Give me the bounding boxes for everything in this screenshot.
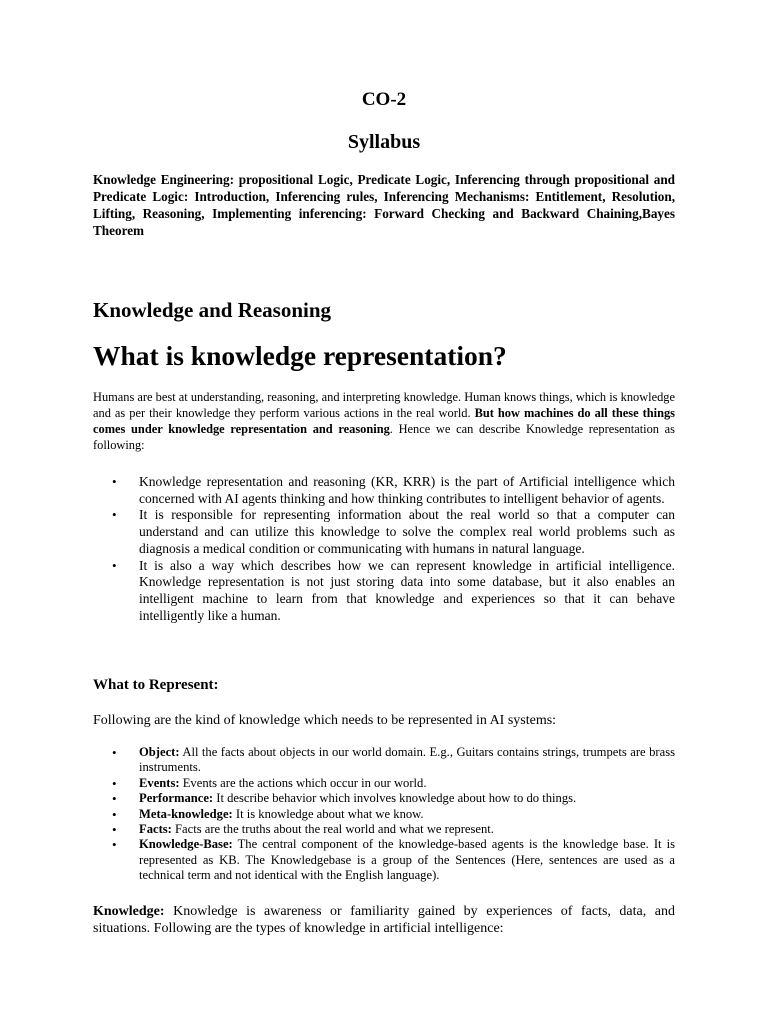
syllabus-title: Syllabus <box>347 131 421 153</box>
list-item-text: It is knowledge about what we know. <box>232 806 424 821</box>
list-item-text: Knowledge representation and reasoning (KR, KRR) is the part of Artificial intelligence which concerned with AI agents thinking and how thinking contributes to intelligent behavior of agents. <box>139 474 675 506</box>
kr-points-list <box>112 474 675 624</box>
list-item <box>112 806 675 822</box>
intro-paragraph <box>93 389 675 453</box>
intro-text-start: Humans are best at understanding, reasoning, and interpreting knowledge. Human knows things, which is knowledge and as per their knowledge they perform various actions in the real world. <box>93 390 675 420</box>
bullet-icon: • <box>112 745 117 760</box>
list-item-term: Facts: <box>139 822 172 837</box>
list-item <box>112 791 675 807</box>
list-item-term: Performance: <box>139 791 214 806</box>
list-item-term: Events: <box>139 775 180 790</box>
bullet-icon: • <box>112 837 117 853</box>
bullet-icon: • <box>112 791 117 807</box>
bullet-icon: • <box>112 474 117 489</box>
list-item <box>112 837 675 883</box>
knowledge-kinds-list <box>112 745 675 884</box>
syllabus-text: Knowledge Engineering: propositional Logic, Predicate Logic, Inferencing through propositional and Predicate Logic: Introduction, Inferencing rules, Inferencing Mechanisms: Entitlement, Resolution, Lifting, Reasoning, Implementing inferencing: Forward Checking and Backward Chaining,Bayes Theorem <box>93 172 675 238</box>
bullet-icon: • <box>112 507 117 523</box>
list-item-text: It is also a way which describes how we can represent knowledge in artificial intelligence. Knowledge representation is not just storing data into some database, but it also enables an intelligent machine to learn from that knowledge and experiences so that it can behave intelligently like a human. <box>139 557 675 623</box>
what-to-represent-heading: What to Represent: <box>93 677 219 693</box>
list-item-text: It is responsible for representing information about the real world so that a computer can understand and can utilize this knowledge to solve the complex real world problems such as diagnosis a medical condition or communicating with humans in natural language. <box>139 507 675 556</box>
knowledge-definition <box>93 903 675 937</box>
intro-bold-text: But how machines do all these things comes under knowledge representation and reasoning <box>93 406 675 436</box>
page-question-heading: What is knowledge representation? <box>93 340 507 371</box>
list-item-text: Facts are the truths about the real world and what we represent. <box>171 822 494 837</box>
list-item-text: Events are the actions which occur in our world. <box>179 775 427 790</box>
knowledge-term: Knowledge: <box>93 904 165 919</box>
list-item <box>112 775 675 791</box>
list-item <box>112 745 675 776</box>
bullet-icon: • <box>112 822 117 838</box>
list-item-text: The central component of the knowledge-based agents is the knowledge base. It is represented as KB. The Knowledgebase is a group of the Sentences (Here, sentences are used as a technical term and not identical with the English language). <box>139 837 675 883</box>
list-item <box>112 507 675 557</box>
list-item-term: Object: <box>139 745 180 759</box>
list-item-term: Meta-knowledge: <box>139 806 233 821</box>
list-item <box>112 822 675 838</box>
bullet-icon: • <box>112 806 117 822</box>
list-item-text: All the facts about objects in our world domain. E.g., Guitars contains strings, trumpets are brass instruments. <box>139 745 675 775</box>
list-item <box>112 474 675 507</box>
section-heading: Knowledge and Reasoning <box>93 298 332 322</box>
list-item <box>112 557 675 625</box>
list-item-term: Knowledge-Base: <box>139 837 233 852</box>
what-to-represent-lead: Following are the kind of knowledge which needs to be represented in AI systems: <box>93 713 557 728</box>
list-item-text: It describe behavior which involves knowledge about how to do things. <box>213 791 577 806</box>
course-outcome-code: CO-2 <box>361 89 407 110</box>
intro-text-end: . Hence we can describe Knowledge representation as following: <box>93 422 675 452</box>
bullet-icon: • <box>112 775 117 791</box>
knowledge-text: Knowledge is awareness or familiarity gained by experiences of facts, data, and situations. Following are the types of knowledge in artificial intelligence: <box>93 904 675 936</box>
bullet-icon: • <box>112 557 117 573</box>
